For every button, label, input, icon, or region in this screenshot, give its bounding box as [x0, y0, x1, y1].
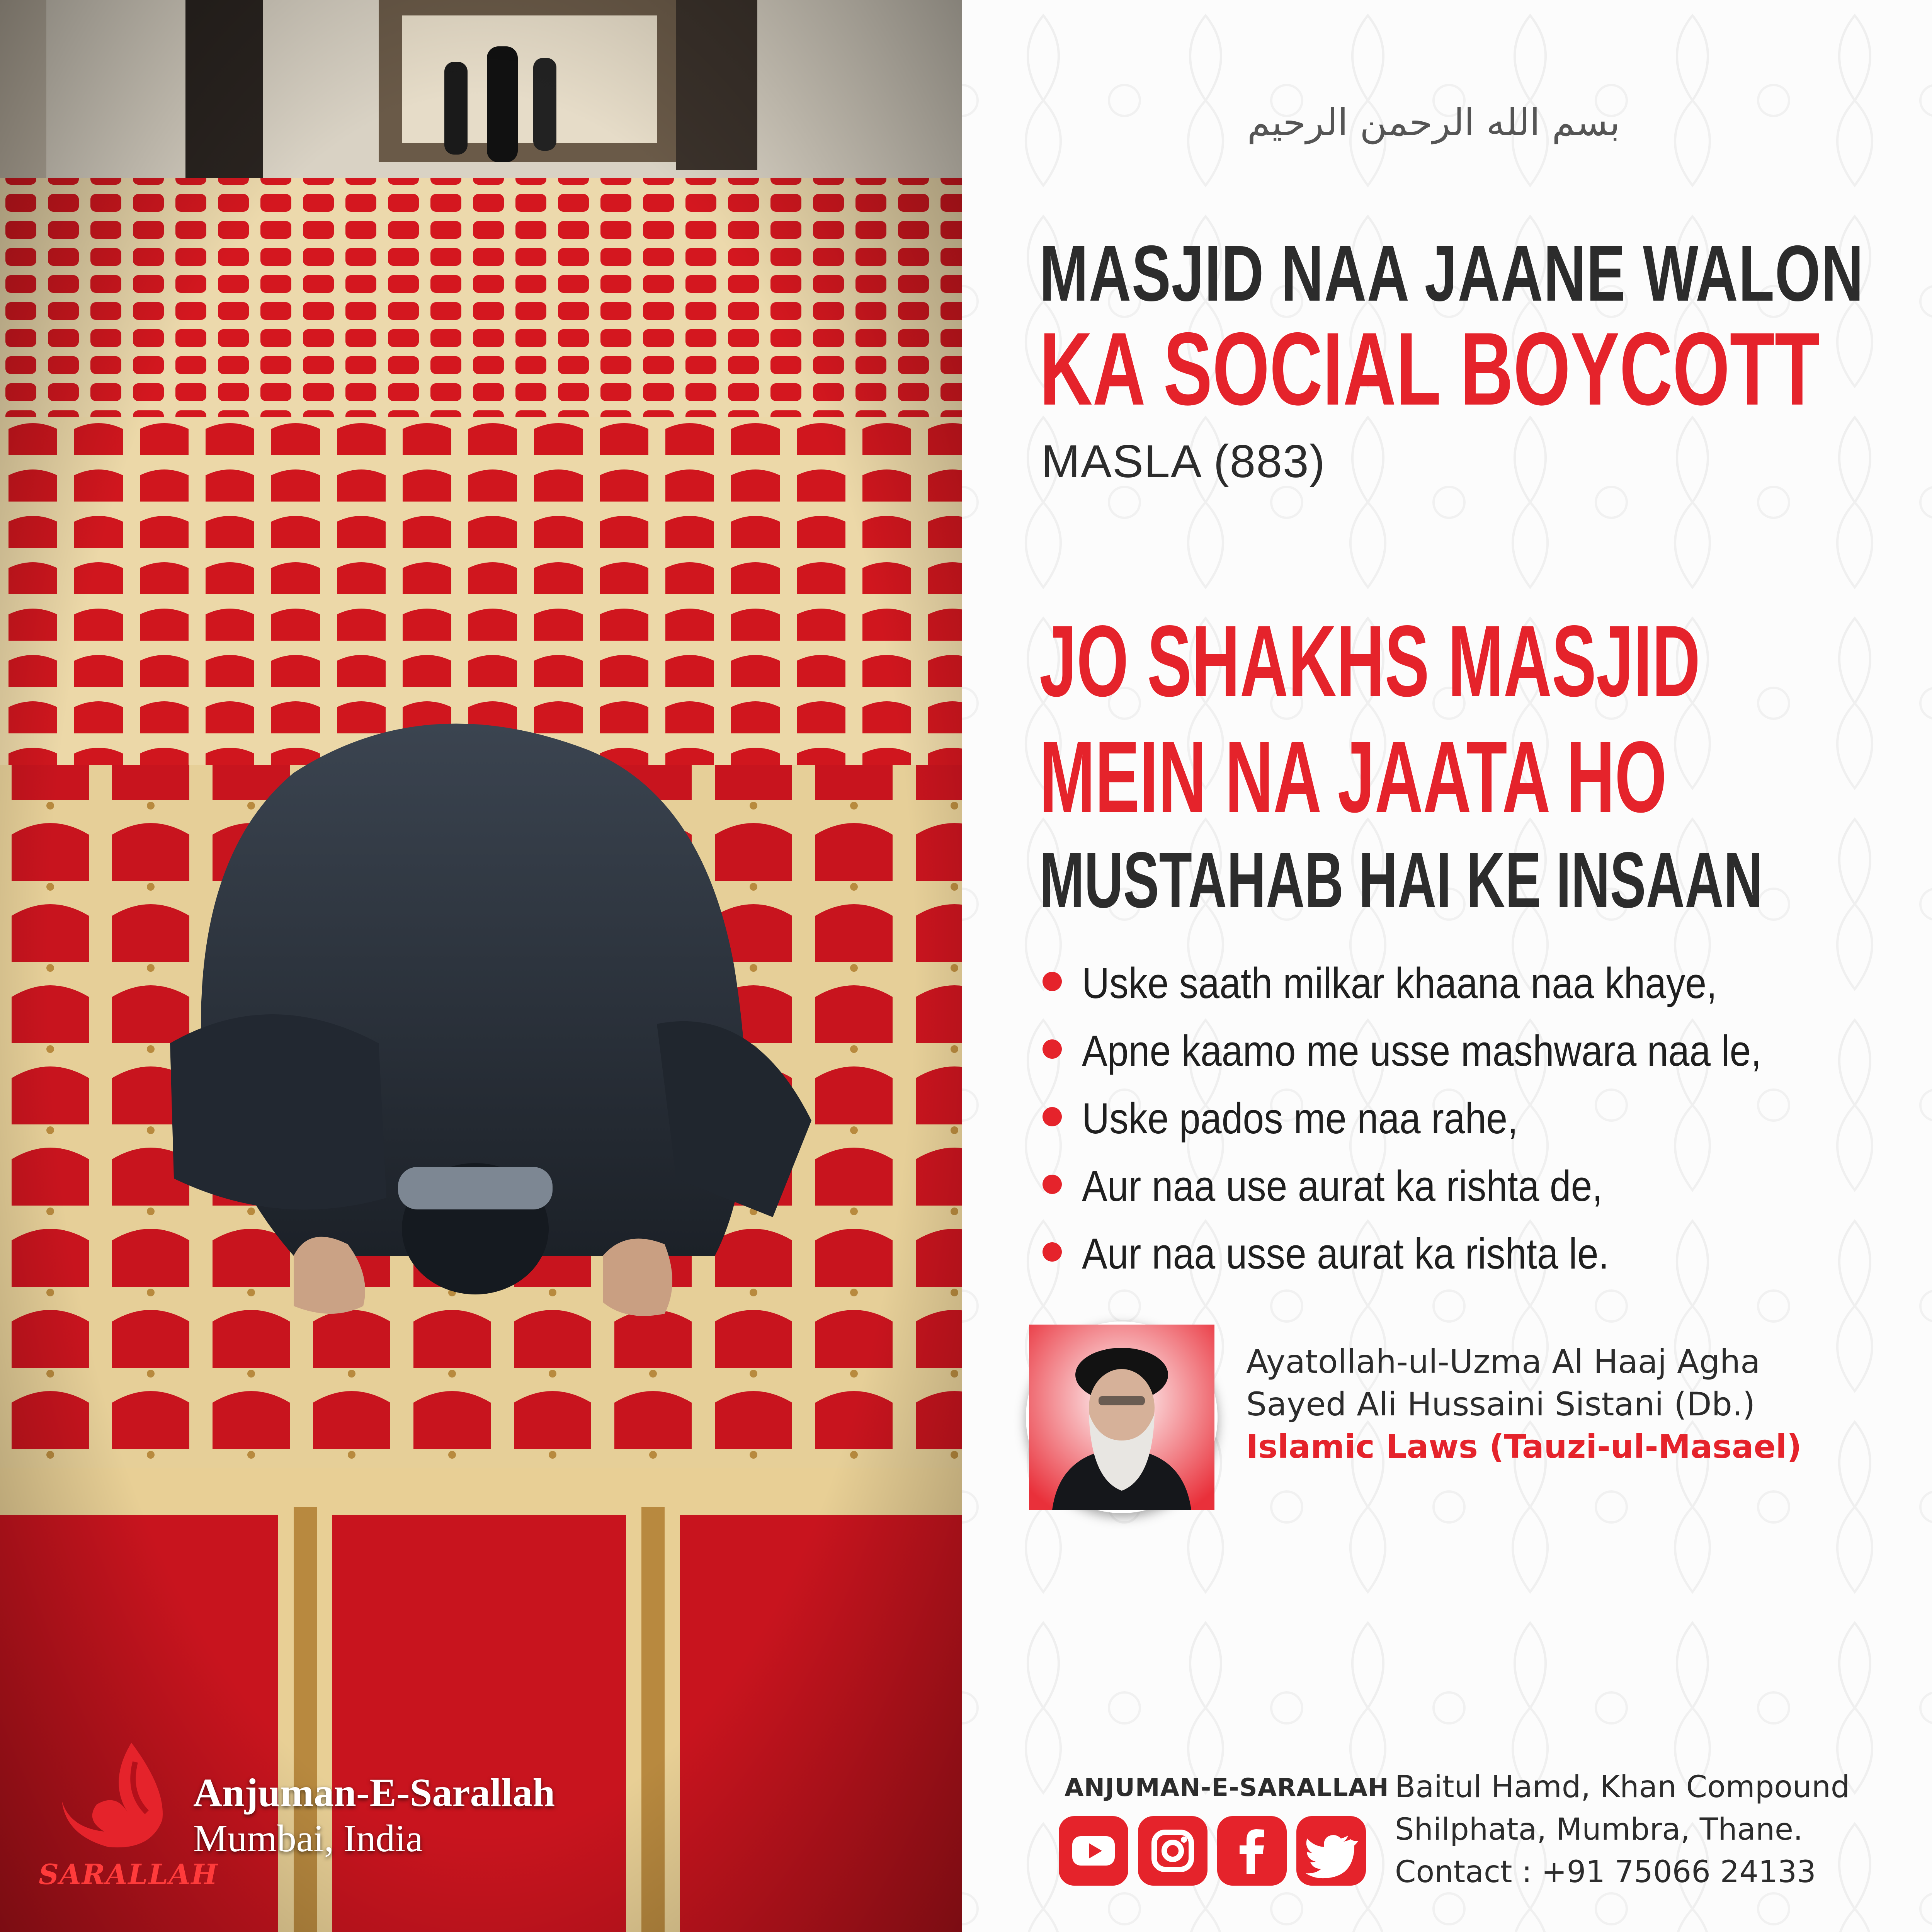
- instagram-icon[interactable]: [1138, 1816, 1208, 1886]
- org-location: Mumbai, India: [193, 1817, 423, 1860]
- title-line-1: MASJID NAA JAANE WALON: [1039, 229, 1864, 318]
- bullet-dot-icon: [1043, 1175, 1062, 1194]
- prayer-photo: [0, 0, 962, 1932]
- bullet-dot-icon: [1043, 972, 1062, 991]
- bullet-dot-icon: [1043, 1039, 1062, 1059]
- org-name: Anjuman-E-Sarallah: [193, 1770, 555, 1815]
- list-item: Apne kaamo me usse mashwara naa le,: [1039, 1024, 1854, 1092]
- author-title: Ayatollah-ul-Uzma Al Haaj Agha: [1246, 1343, 1760, 1381]
- masla-number: MASLA (883): [1041, 435, 1326, 487]
- youtube-icon[interactable]: [1059, 1816, 1128, 1886]
- list-item: Aur naa usse aurat ka rishta le.: [1039, 1227, 1854, 1294]
- sarallah-logo-icon: [39, 1735, 218, 1897]
- address-line-1: Baitul Hamd, Khan Compound: [1395, 1770, 1850, 1804]
- bismillah-calligraphy: [1247, 77, 1620, 170]
- contact-number: Contact : +91 75066 24133: [1395, 1855, 1816, 1889]
- heading-line-3: MUSTAHAB HAI KE INSAAN: [1039, 836, 1763, 924]
- list-item: Uske saath milkar khaana naa khaye,: [1039, 956, 1854, 1024]
- social-label: ANJUMAN-E-SARALLAH: [1065, 1774, 1389, 1802]
- address-line-2: Shilphata, Mumbra, Thane.: [1395, 1812, 1803, 1847]
- twitter-icon[interactable]: [1296, 1816, 1366, 1886]
- list-item: Aur naa use aurat ka rishta de,: [1039, 1159, 1854, 1227]
- bullet-dot-icon: [1043, 1242, 1062, 1262]
- heading-line-2: MEIN NA JAATA HO: [1039, 720, 1667, 833]
- social-icons: [1059, 1816, 1368, 1889]
- heading-line-1: JO SHAKHS MASJID: [1039, 604, 1701, 718]
- rules-list: [1039, 956, 1854, 1294]
- author-name: Sayed Ali Hussaini Sistani (Db.): [1246, 1385, 1755, 1423]
- bismillah-text: بسم الله الرحمن الرحيم: [1247, 101, 1620, 144]
- org-brand: [39, 1735, 927, 1897]
- bullet-dot-icon: [1043, 1107, 1062, 1126]
- author-source: Islamic Laws (Tauzi-ul-Masael): [1246, 1428, 1802, 1466]
- facebook-icon[interactable]: [1217, 1816, 1287, 1886]
- logo-text: SARALLAH: [39, 1858, 218, 1891]
- author-avatar: [1026, 1321, 1218, 1513]
- title-line-2: KA SOCIAL BOYCOTT: [1039, 311, 1820, 427]
- content-panel: [962, 0, 1932, 1932]
- list-item: Uske pados me naa rahe,: [1039, 1092, 1854, 1159]
